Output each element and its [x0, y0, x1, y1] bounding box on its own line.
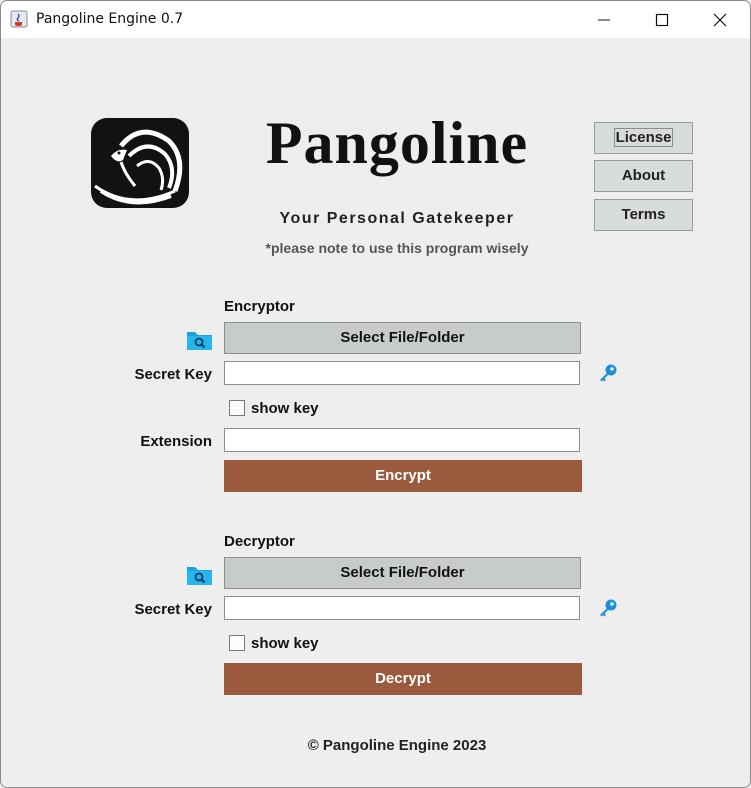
encrypt-select-file-button[interactable]: Select File/Folder	[224, 322, 581, 354]
about-button[interactable]: About	[594, 160, 693, 192]
close-icon	[713, 13, 727, 27]
decrypt-secret-key-label: Secret Key	[134, 601, 212, 618]
decrypt-select-file-button[interactable]: Select File/Folder	[224, 557, 581, 589]
copyright-footer: © Pangoline Engine 2023	[307, 737, 487, 754]
decrypt-button[interactable]: Decrypt	[224, 663, 582, 695]
usage-note: *please note to use this program wisely	[265, 240, 529, 256]
encrypt-show-key-label[interactable]: show key	[251, 400, 319, 417]
tagline: Your Personal Gatekeeper	[279, 210, 515, 227]
key-icon[interactable]	[597, 363, 619, 385]
maximize-button[interactable]	[633, 1, 691, 38]
terms-button[interactable]: Terms	[594, 199, 693, 231]
encryptor-heading: Encryptor	[224, 298, 295, 315]
extension-input[interactable]	[224, 428, 580, 452]
decrypt-show-key-label[interactable]: show key	[251, 635, 319, 652]
folder-search-icon[interactable]	[186, 562, 213, 586]
folder-search-icon[interactable]	[186, 327, 213, 351]
key-icon[interactable]	[597, 598, 619, 620]
encrypt-button[interactable]: Encrypt	[224, 460, 582, 492]
java-app-icon	[10, 10, 28, 28]
encrypt-show-key-checkbox[interactable]	[229, 400, 245, 416]
minimize-icon	[597, 13, 611, 27]
decrypt-secret-key-input[interactable]	[224, 596, 580, 620]
title-bar[interactable]	[1, 1, 750, 38]
decryptor-heading: Decryptor	[224, 533, 295, 550]
app-name-heading: Pangoline	[265, 110, 529, 176]
minimize-button[interactable]	[575, 1, 633, 38]
license-button-label: License	[615, 129, 672, 146]
encrypt-secret-key-label: Secret Key	[134, 366, 212, 383]
decrypt-show-key-checkbox[interactable]	[229, 635, 245, 651]
close-button[interactable]	[691, 1, 749, 38]
encrypt-secret-key-input[interactable]	[224, 361, 580, 385]
extension-label: Extension	[140, 433, 212, 450]
window-title: Pangoline Engine 0.7	[36, 11, 184, 27]
pangolin-logo	[81, 116, 191, 211]
license-button[interactable]	[594, 122, 693, 154]
maximize-icon	[655, 13, 669, 27]
